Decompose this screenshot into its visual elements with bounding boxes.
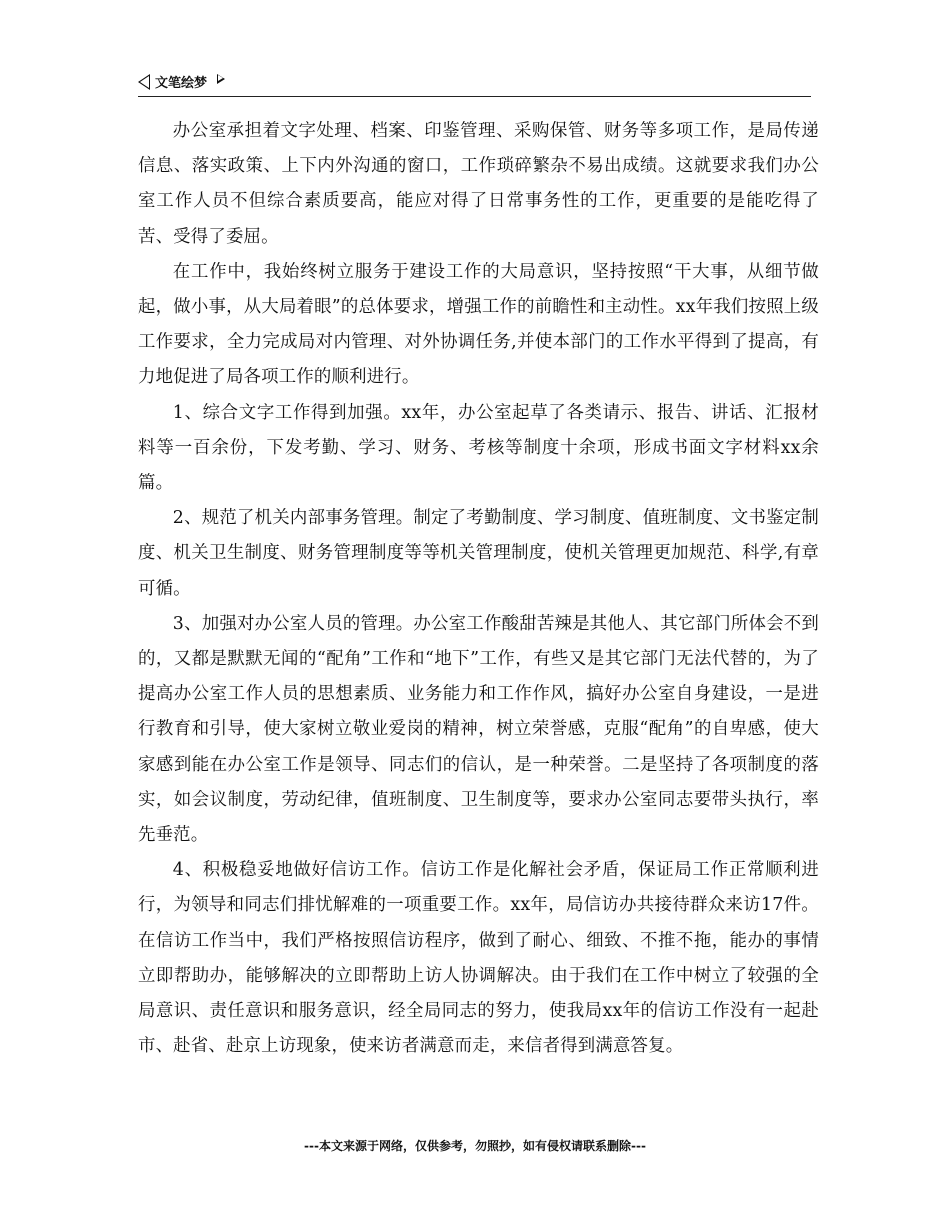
triangle-right-icon: [217, 74, 225, 84]
paragraph-item-1: 1、综合文字工作得到加强。xx年，办公室起草了各类请示、报告、讲话、汇报材料等一百余份，下发考勤、学习、财务、考核等制度十余项，形成书面文字材料xx余篇。: [138, 402, 819, 494]
page-header: [138, 70, 811, 97]
footer-notice: ---本文来源于网络，仅供参考，勿照抄，如有侵权请联系删除---: [304, 1139, 646, 1153]
document-body: [138, 114, 819, 1064]
paragraph-item-2: 2、规范了机关内部事务管理。制定了考勤制度、学习制度、值班制度、文书鉴定制度、机关卫生制度、财务管理制度等等机关管理制度，使机关管理更加规范、科学,有章可循。: [138, 508, 819, 599]
header-brand: [138, 72, 225, 91]
brand-name: 文笔绘梦: [155, 76, 208, 91]
triangle-left-icon: [138, 74, 150, 90]
paragraph-work-overview: 在工作中，我始终树立服务于建设工作的大局意识，坚持按照“干大事，从细节做起，做小事，从大局着眼”的总体要求，增强工作的前瞻性和主动性。xx年我们按照上级工作要求，全力完成局对内管理、对外协调任务,并使本部门的工作水平得到了提高，有力地促进了局各项工作的顺利进行。: [138, 261, 819, 388]
paragraph-intro: 办公室承担着文字处理、档案、印鉴管理、采购保管、财务等多项工作，是局传递信息、落实政策、上下内外沟通的窗口，工作琐碎繁杂不易出成绩。这就要求我们办公室工作人员不但综合素质要高，能应对得了日常事务性的工作，更重要的是能吃得了苦、受得了委屈。: [138, 121, 819, 247]
paragraph-item-3: 3、加强对办公室人员的管理。办公室工作酸甜苦辣是其他人、其它部门所体会不到的，又都是默默无闻的“配角”工作和“地下”工作，有些又是其它部门无法代替的，为了提高办公室工作人员的思想素质、业务能力和工作作风，搞好办公室自身建设，一是进行教育和引导，使大家树立敬业爱岗的精神，树立荣誉感，克服“配角”的自卑感，使大家感到能在办公室工作是领导、同志们的信认，是一种荣誉。二是坚持了各项制度的落实，如会议制度，劳动纪律，值班制度、卫生制度等，要求办公室同志要带头执行，率先垂范。: [138, 613, 819, 846]
paragraph-item-4: 4、积极稳妥地做好信访工作。信访工作是化解社会矛盾，保证局工作正常顺利进行，为领导和同志们排忧解难的一项重要工作。xx年，局信访办共接待群众来访17件。在信访工作当中，我们严格按照信访程序，做到了耐心、细致、不推不拖，能办的事情立即帮助办，能够解决的立即帮助上访人协调解决。由于我们在工作中树立了较强的全局意识、责任意识和服务意识，经全局同志的努力，使我局xx年的信访工作没有一起赴市、赴省、赴京上访现象，使来访者满意而走，来信者得到满意答复。: [138, 860, 819, 1057]
